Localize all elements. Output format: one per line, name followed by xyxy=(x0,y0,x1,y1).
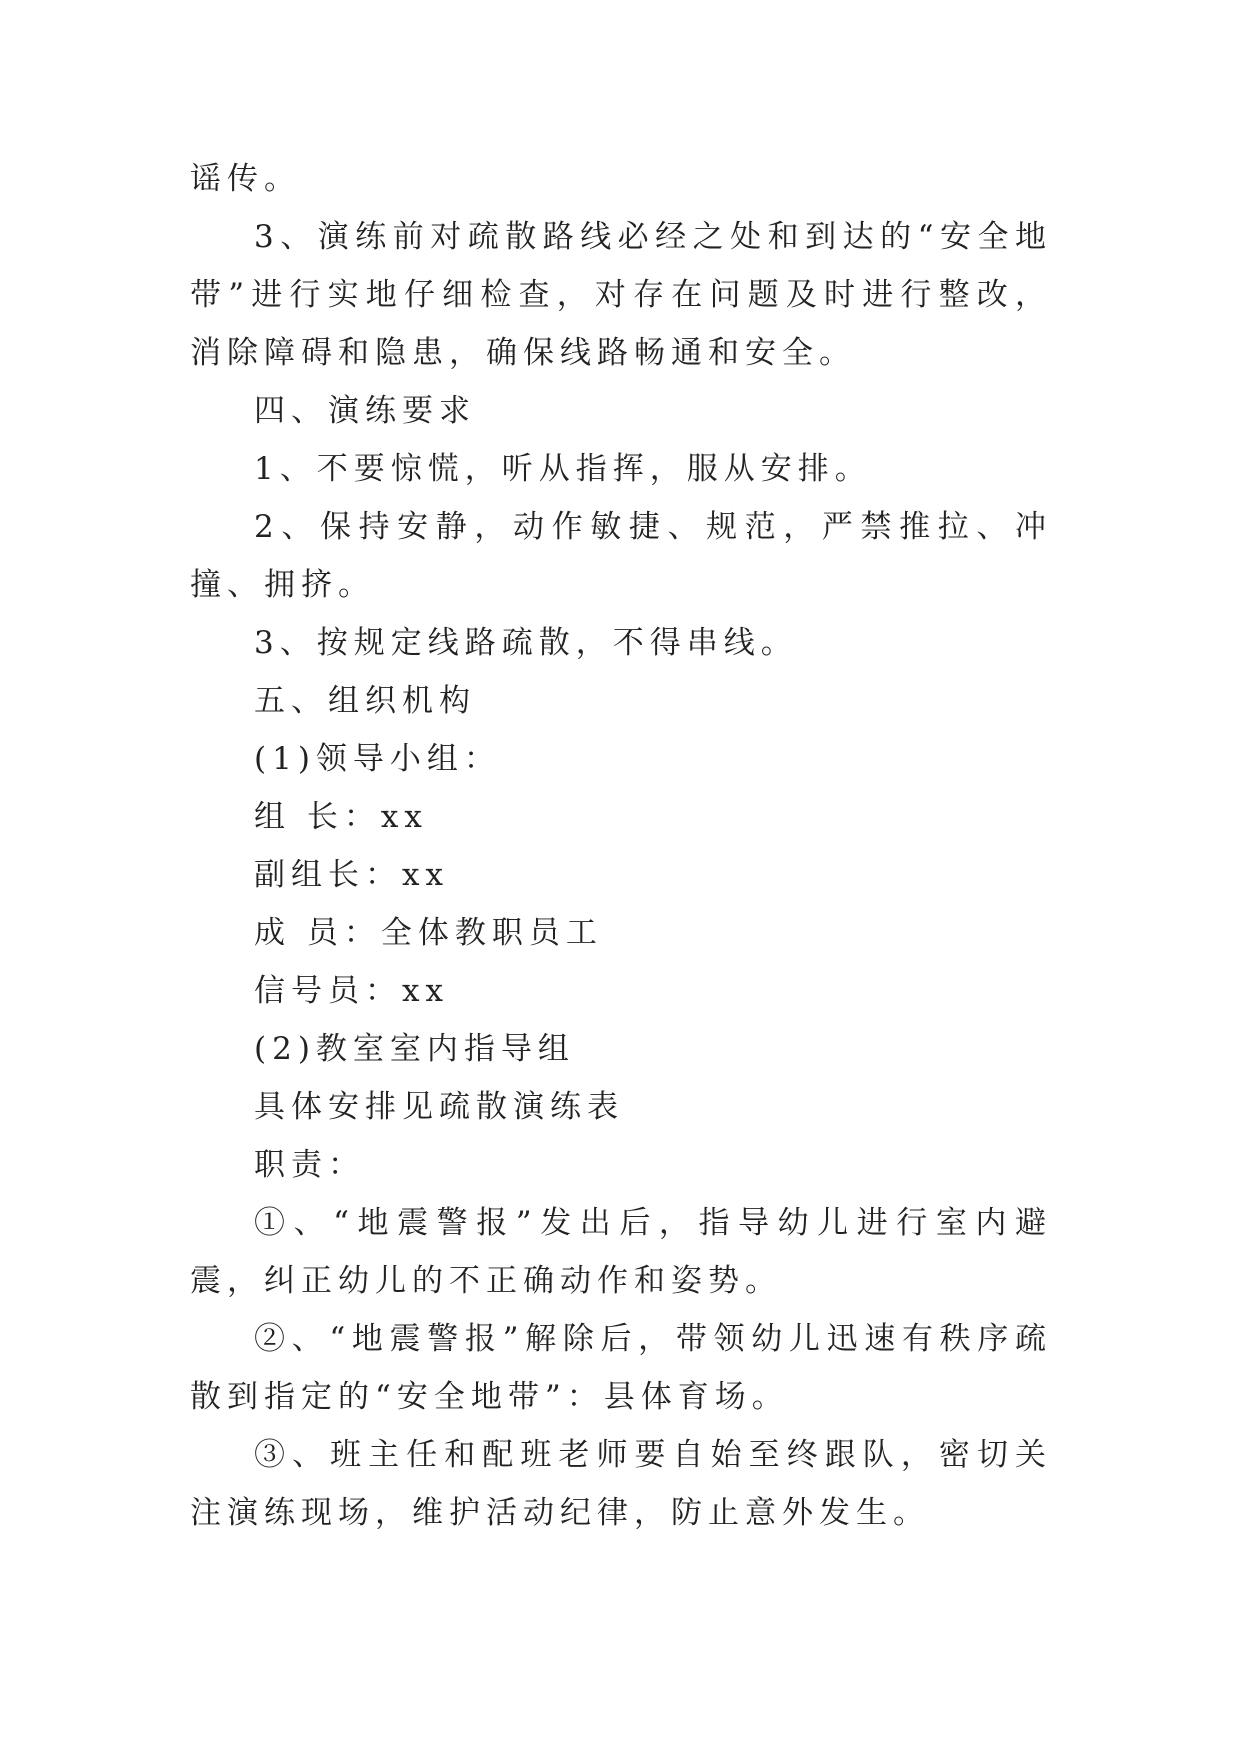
paragraph: ①、“地震警报”发出后，指导幼儿进行室内避震，纠正幼儿的不正确动作和姿势。 xyxy=(190,1205,1052,1299)
paragraph: 成 员：全体教职员工 xyxy=(254,915,603,951)
subsection-heading: (2)教室室内指导组 xyxy=(254,1031,575,1067)
paragraph: 具体安排见疏散演练表 xyxy=(254,1089,624,1125)
paragraph: ②、“地震警报”解除后，带领幼儿迅速有秩序疏散到指定的“安全地带”：县体育场。 xyxy=(190,1321,1052,1415)
paragraph: 2、保持安静，动作敏捷、规范，严禁推拉、冲撞、拥挤。 xyxy=(190,509,1052,603)
paragraph: 信号员：xx xyxy=(254,973,449,1009)
paragraph: 副组长：xx xyxy=(254,857,449,893)
section-heading: 五、组织机构 xyxy=(254,683,476,719)
document-page xyxy=(190,150,1052,1542)
subsection-heading: (1)领导小组： xyxy=(254,741,501,777)
paragraph: 组 长：xx xyxy=(254,799,428,835)
paragraph: 职责： xyxy=(254,1147,365,1183)
section-heading: 四、演练要求 xyxy=(254,393,476,429)
paragraph: 谣传。 xyxy=(190,161,301,197)
paragraph: 3、按规定线路疏散，不得串线。 xyxy=(254,625,798,661)
paragraph: 3、演练前对疏散路线必经之处和到达的“安全地带”进行实地仔细检查，对存在问题及时进行整改，消除障碍和隐患，确保线路畅通和安全。 xyxy=(190,219,1052,371)
paragraph: 1、不要惊慌，听从指挥，服从安排。 xyxy=(254,451,872,487)
paragraph: ③、班主任和配班老师要自始至终跟队，密切关注演练现场，维护活动纪律，防止意外发生。 xyxy=(190,1437,1052,1531)
